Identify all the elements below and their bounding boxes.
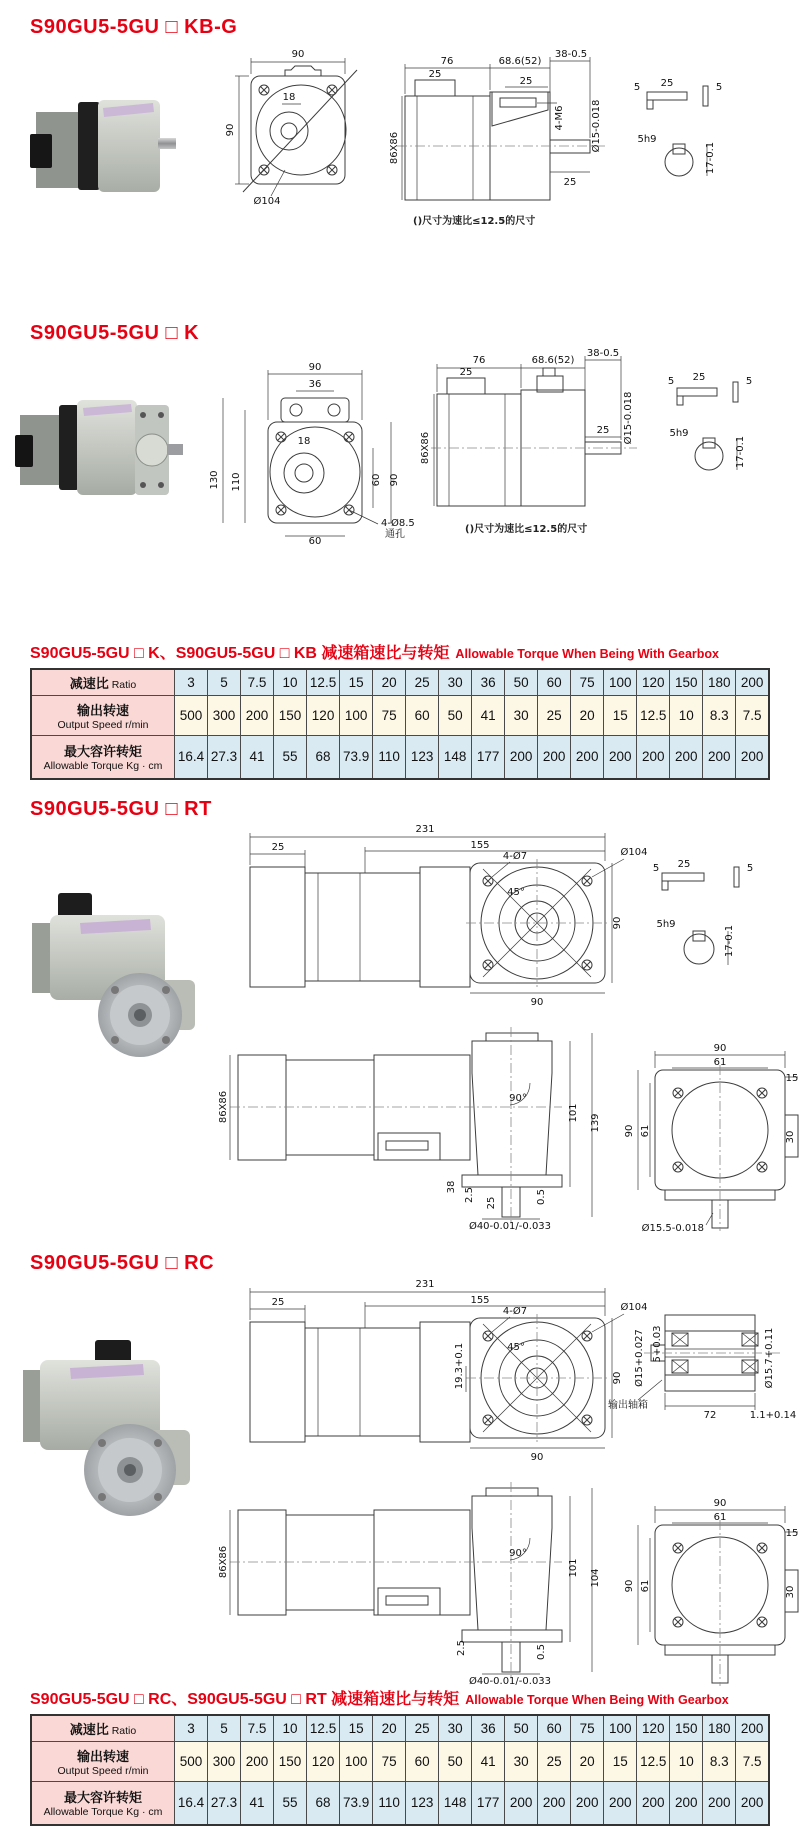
value-cell: 7.5: [736, 1741, 769, 1781]
dim-label: 86X86: [218, 1545, 229, 1579]
value-cell: 200: [604, 1781, 637, 1825]
dim-label: 5: [715, 82, 723, 93]
value-cell: 36: [472, 1715, 505, 1741]
dim-label: 38-0.5: [554, 49, 588, 60]
value-cell: 16.4: [175, 1781, 208, 1825]
value-cell: 148: [439, 1781, 472, 1825]
value-cell: 3: [175, 669, 208, 695]
value-cell: 10: [274, 669, 307, 695]
drawing-rc: [210, 1270, 800, 1690]
value-cell: 120: [307, 695, 340, 735]
dim-label: 90: [713, 1498, 727, 1509]
dim-label: 76: [472, 355, 486, 366]
dim-label: Ø15-0.018: [623, 391, 634, 445]
value-cell: 75: [373, 1741, 406, 1781]
dim-label: 25: [428, 69, 442, 80]
value-cell: 20: [373, 669, 406, 695]
value-cell: 27.3: [208, 1781, 241, 1825]
value-cell: 10: [670, 695, 703, 735]
value-cell: 200: [637, 735, 670, 779]
ratio-torque-table-rc-rt: [30, 1714, 770, 1826]
dim-label: Ø40-0.01/-0.033: [468, 1221, 552, 1232]
value-cell: 200: [703, 735, 736, 779]
value-cell: 41: [241, 1781, 274, 1825]
value-cell: 110: [373, 735, 406, 779]
section-title-kbg: S90GU5-5GU □ KB-G: [30, 16, 238, 38]
dim-label: 通孔: [385, 529, 405, 540]
value-cell: 200: [538, 1781, 571, 1825]
dim-label: 90: [713, 1043, 727, 1054]
value-cell: 200: [241, 695, 274, 735]
value-cell: 200: [571, 735, 604, 779]
drawing-rt: [210, 815, 800, 1235]
value-cell: 177: [472, 735, 505, 779]
value-cell: 75: [373, 695, 406, 735]
table1-heading-main: S90GU5-5GU □ K、S90GU5-5GU □ KB 减速箱速比与转矩: [30, 645, 450, 662]
dim-label: Ø15.5-0.018: [641, 1223, 704, 1234]
dim-label: 17-0.1: [735, 435, 746, 469]
value-cell: 68: [307, 735, 340, 779]
value-cell: 30: [439, 1715, 472, 1741]
dim-label: 90: [624, 1124, 635, 1138]
value-cell: 180: [703, 669, 736, 695]
dim-label: 25: [677, 859, 691, 870]
dim-label: 5h9: [637, 134, 657, 145]
dim-label: 30: [785, 1130, 796, 1144]
dim-label: Ø15+0.027: [634, 1329, 645, 1387]
value-cell: 200: [538, 735, 571, 779]
dim-label: 25: [692, 372, 706, 383]
dim-label: 5: [667, 376, 675, 387]
dim-label: 90: [612, 916, 623, 930]
value-cell: 41: [472, 1741, 505, 1781]
row-label: 输出转速 Output Speed r/min: [31, 695, 175, 735]
value-cell: 177: [472, 1781, 505, 1825]
value-cell: 5: [208, 669, 241, 695]
dim-label: 68.6(52): [498, 56, 542, 67]
value-cell: 150: [670, 669, 703, 695]
value-cell: 10: [670, 1741, 703, 1781]
dim-label: 60: [371, 473, 382, 487]
value-cell: 12.5: [637, 1741, 670, 1781]
dim-label: 4-Ø8.5: [381, 518, 415, 529]
value-cell: 60: [538, 1715, 571, 1741]
ratio-torque-table-k: [30, 668, 770, 780]
value-cell: 75: [571, 1715, 604, 1741]
table1-heading: [30, 640, 719, 663]
dim-label: 4-M6: [554, 105, 565, 131]
dim-label: Ø40-0.01/-0.033: [468, 1676, 552, 1687]
value-cell: 55: [274, 1781, 307, 1825]
value-cell: 20: [571, 1741, 604, 1781]
dim-label: ()尺寸为速比≤12.5的尺寸: [413, 216, 536, 227]
section-title-rt: S90GU5-5GU □ RT: [30, 798, 212, 820]
value-cell: 73.9: [340, 735, 373, 779]
dim-label: 68.6(52): [531, 355, 575, 366]
value-cell: 12.5: [307, 1715, 340, 1741]
dim-label: 61: [640, 1124, 651, 1138]
value-cell: 60: [538, 669, 571, 695]
drawing-k: [185, 330, 800, 545]
dim-label: 15: [785, 1528, 799, 1539]
value-cell: 41: [241, 735, 274, 779]
value-cell: 12.5: [637, 695, 670, 735]
row-label: 减速比 Ratio: [31, 1715, 175, 1741]
value-cell: 120: [307, 1741, 340, 1781]
dim-label: 18: [297, 436, 311, 447]
dim-label: 90: [624, 1579, 635, 1593]
value-cell: 300: [208, 695, 241, 735]
value-cell: 200: [637, 1781, 670, 1825]
value-cell: 55: [274, 735, 307, 779]
dim-label: 5: [745, 376, 753, 387]
dim-label: 25: [271, 1297, 285, 1308]
dim-label: 36: [308, 379, 322, 390]
value-cell: 25: [538, 1741, 571, 1781]
value-cell: 123: [406, 1781, 439, 1825]
dim-label: 90: [612, 1371, 623, 1385]
dim-label: 90°: [509, 1093, 527, 1104]
dim-label: 5h9: [669, 428, 689, 439]
value-cell: 180: [703, 1715, 736, 1741]
product-photo-rc: [15, 1335, 205, 1520]
dim-label: 90: [530, 997, 544, 1008]
dim-label: 61: [640, 1579, 651, 1593]
dim-label: 25: [271, 842, 285, 853]
value-cell: 3: [175, 1715, 208, 1741]
value-cell: 30: [505, 1741, 538, 1781]
dim-label: 19.3+0.1: [454, 1342, 465, 1390]
dim-label: 25: [519, 76, 533, 87]
value-cell: 100: [604, 1715, 637, 1741]
value-cell: 200: [670, 1781, 703, 1825]
value-cell: 10: [274, 1715, 307, 1741]
dim-label: 61: [713, 1057, 727, 1068]
dim-label: 25: [563, 177, 577, 188]
product-photo-rt: [20, 885, 205, 1060]
dim-label: 38-0.5: [586, 348, 620, 359]
value-cell: 123: [406, 735, 439, 779]
value-cell: 30: [439, 669, 472, 695]
value-cell: 200: [703, 1781, 736, 1825]
value-cell: 60: [406, 695, 439, 735]
dim-label: Ø104: [620, 1302, 648, 1313]
dim-label: 101: [568, 1558, 579, 1578]
table2-heading-sub: Allowable Torque When Being With Gearbox: [465, 1693, 729, 1707]
value-cell: 110: [373, 1781, 406, 1825]
value-cell: 60: [406, 1741, 439, 1781]
row-label: 减速比 Ratio: [31, 669, 175, 695]
value-cell: 200: [736, 1781, 769, 1825]
value-cell: 15: [604, 695, 637, 735]
dim-label: 25: [486, 1196, 497, 1210]
dim-label: 17-0.1: [724, 924, 735, 958]
value-cell: 200: [670, 735, 703, 779]
value-cell: 7.5: [736, 695, 769, 735]
dim-label: 25: [660, 78, 674, 89]
dim-label: 25: [596, 425, 610, 436]
value-cell: 15: [340, 1715, 373, 1741]
dim-label: 5: [633, 82, 641, 93]
dim-label: 2.5: [456, 1640, 467, 1656]
dim-label: 90: [291, 49, 305, 60]
value-cell: 25: [538, 695, 571, 735]
value-cell: 20: [373, 1715, 406, 1741]
value-cell: 150: [274, 695, 307, 735]
dim-label: 5h9: [656, 919, 676, 930]
value-cell: 120: [637, 669, 670, 695]
dim-label: 90: [308, 362, 322, 373]
drawing-kbg: [185, 40, 790, 235]
dim-label: 90: [389, 473, 400, 487]
dim-label: 104: [590, 1568, 601, 1588]
value-cell: 150: [670, 1715, 703, 1741]
dim-label: 0.5: [536, 1189, 547, 1205]
product-photo-kbg: [28, 72, 178, 207]
dim-label: 86X86: [420, 431, 431, 465]
dim-label: 5: [652, 863, 660, 874]
dim-label: 15: [785, 1073, 799, 1084]
value-cell: 15: [340, 669, 373, 695]
dim-label: 90: [225, 123, 236, 137]
value-cell: 25: [406, 1715, 439, 1741]
value-cell: 73.9: [340, 1781, 373, 1825]
value-cell: 100: [340, 1741, 373, 1781]
dim-label: 25: [459, 367, 473, 378]
dim-label: Ø15-0.018: [591, 99, 602, 153]
dim-label: 输出轴箱: [608, 1400, 648, 1411]
value-cell: 200: [736, 735, 769, 779]
value-cell: 500: [175, 1741, 208, 1781]
value-cell: 68: [307, 1781, 340, 1825]
value-cell: 15: [604, 1741, 637, 1781]
value-cell: 150: [274, 1741, 307, 1781]
value-cell: 16.4: [175, 735, 208, 779]
dim-label: 155: [470, 840, 490, 851]
value-cell: 75: [571, 669, 604, 695]
dim-label: 90: [530, 1452, 544, 1463]
dim-label: 30: [785, 1585, 796, 1599]
dim-label: 155: [470, 1295, 490, 1306]
dim-label: 18: [282, 92, 296, 103]
product-photo-k: [15, 360, 185, 510]
value-cell: 148: [439, 735, 472, 779]
value-cell: 100: [604, 669, 637, 695]
dim-label: 45°: [507, 887, 525, 898]
dim-label: 61: [713, 1512, 727, 1523]
dim-label: 139: [590, 1113, 601, 1133]
dim-label: 4-Ø7: [502, 1306, 528, 1317]
dim-label: 4-Ø7: [502, 851, 528, 862]
section-title-k: S90GU5-5GU □ K: [30, 322, 200, 344]
dim-label: 101: [568, 1103, 579, 1123]
value-cell: 100: [340, 695, 373, 735]
value-cell: 20: [571, 695, 604, 735]
value-cell: 8.3: [703, 695, 736, 735]
value-cell: 200: [736, 669, 769, 695]
value-cell: 200: [604, 735, 637, 779]
section-title-rc: S90GU5-5GU □ RC: [30, 1252, 215, 1274]
value-cell: 27.3: [208, 735, 241, 779]
value-cell: 30: [505, 695, 538, 735]
value-cell: 12.5: [307, 669, 340, 695]
table2-heading: [30, 1686, 729, 1709]
value-cell: 200: [241, 1741, 274, 1781]
dim-label: 130: [209, 470, 220, 490]
table2-heading-main: S90GU5-5GU □ RC、S90GU5-5GU □ RT 减速箱速比与转矩: [30, 1691, 460, 1708]
dim-label: 38: [446, 1180, 457, 1194]
row-label: 最大容许转矩 Allowable Torque Kg · cm: [31, 1781, 175, 1825]
value-cell: 5: [208, 1715, 241, 1741]
dim-label: 231: [415, 824, 435, 835]
dim-label: Ø104: [253, 196, 281, 207]
dim-label: ()尺寸为速比≤12.5的尺寸: [465, 524, 588, 535]
dim-label: 76: [440, 56, 454, 67]
dim-label: 2.5: [464, 1187, 475, 1203]
dim-label: Ø104: [620, 847, 648, 858]
value-cell: 120: [637, 1715, 670, 1741]
row-label: 最大容许转矩 Allowable Torque Kg · cm: [31, 735, 175, 779]
dim-label: 231: [415, 1279, 435, 1290]
dim-label: 72: [703, 1410, 717, 1421]
dim-label: 1.1+0.14: [749, 1410, 797, 1421]
table1-heading-sub: Allowable Torque When Being With Gearbox: [455, 647, 719, 661]
row-label: 输出转速 Output Speed r/min: [31, 1741, 175, 1781]
value-cell: 41: [472, 695, 505, 735]
value-cell: 7.5: [241, 669, 274, 695]
dim-label: 90°: [509, 1548, 527, 1559]
dim-label: 17-0.1: [705, 141, 716, 175]
dim-label: Ø15.7+0.11: [764, 1327, 775, 1389]
dim-label: 45°: [507, 1342, 525, 1353]
dim-label: 5+0.03: [652, 1325, 663, 1363]
value-cell: 200: [571, 1781, 604, 1825]
dim-label: 5: [746, 863, 754, 874]
dim-label: 0.5: [536, 1644, 547, 1660]
value-cell: 300: [208, 1741, 241, 1781]
value-cell: 200: [505, 735, 538, 779]
value-cell: 36: [472, 669, 505, 695]
value-cell: 200: [505, 1781, 538, 1825]
dim-label: 110: [231, 472, 242, 492]
value-cell: 50: [505, 1715, 538, 1741]
dim-label: 86X86: [218, 1090, 229, 1124]
value-cell: 50: [439, 695, 472, 735]
value-cell: 25: [406, 669, 439, 695]
dim-label: 86X86: [389, 131, 400, 165]
value-cell: 7.5: [241, 1715, 274, 1741]
value-cell: 50: [439, 1741, 472, 1781]
value-cell: 8.3: [703, 1741, 736, 1781]
value-cell: 500: [175, 695, 208, 735]
dim-label: 60: [308, 536, 322, 545]
value-cell: 200: [736, 1715, 769, 1741]
value-cell: 50: [505, 669, 538, 695]
